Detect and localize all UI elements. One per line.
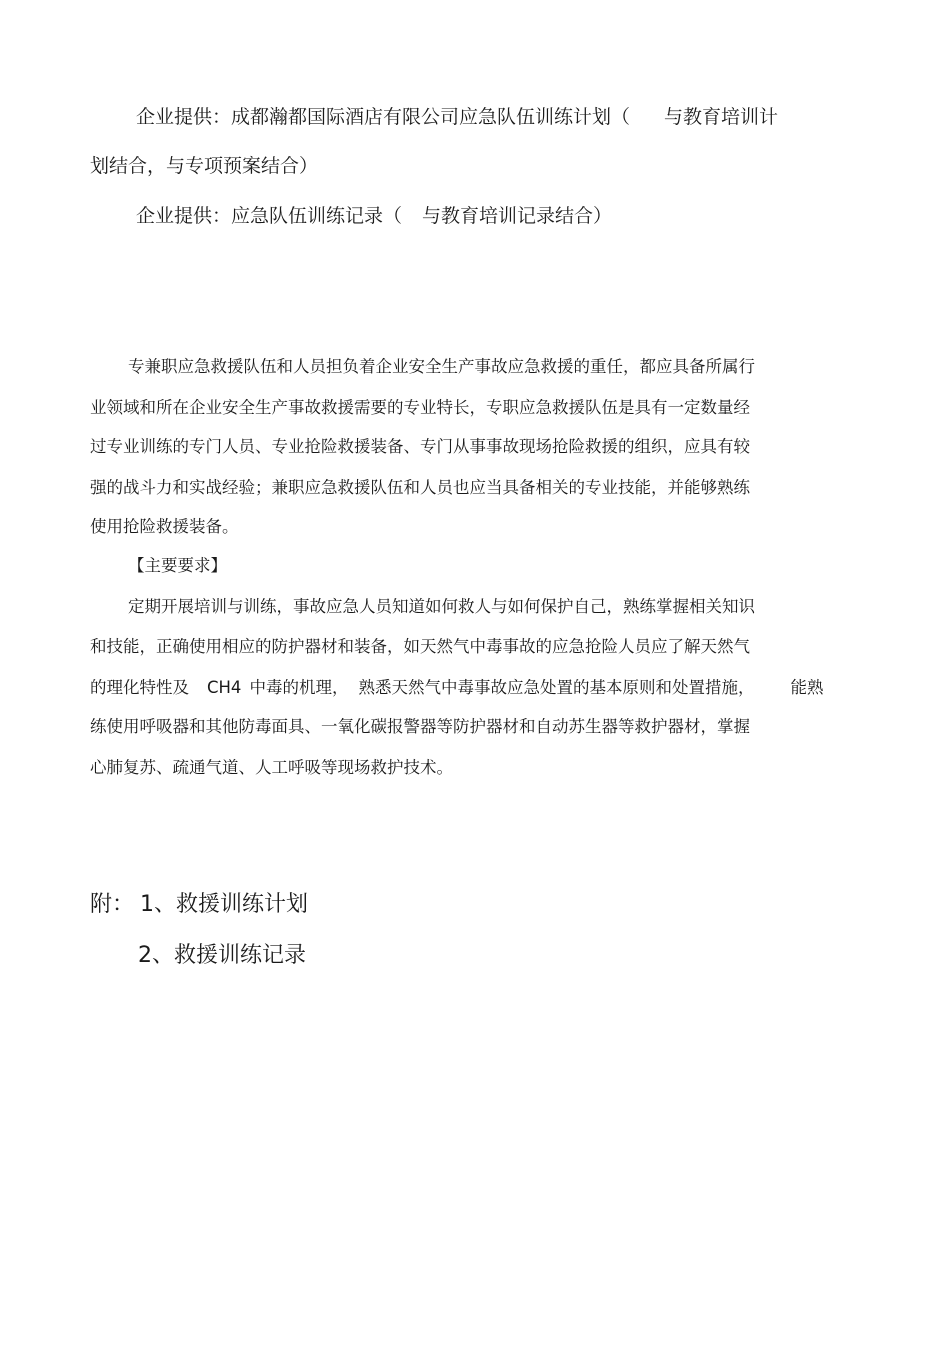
header-line-1-text-b: 与教育培训计: [664, 106, 779, 128]
header-line-2: 划结合，与专项预案结合）: [90, 155, 319, 177]
requirements-line-3-e: 能熟: [790, 678, 824, 697]
requirements-line-5: 心肺复苏、疏通气道、人工呼吸等现场救护技术。: [90, 758, 453, 777]
requirements-line-3: [90, 680, 823, 697]
requirements-line-4: 练使用呼吸器和其他防毒面具、一氧化碳报警器等防护器材和自动苏生器等救护器材，掌握: [90, 717, 750, 736]
header-line-3-text-a: 企业提供：应急队伍训练记录（: [136, 205, 403, 227]
attachment-item-1: 1、救援训练计划: [140, 892, 309, 917]
header-line-3-text-b: 与教育培训记录结合）: [422, 205, 613, 227]
header-line-3: [136, 207, 612, 226]
requirements-line-3-a: 的理化特性及: [90, 678, 189, 697]
requirements-line-3-b: CH4: [207, 678, 242, 697]
requirements-line-3-d: 熟悉天然气中毒事故应急处置的基本原则和处置措施，: [358, 678, 755, 697]
attachment-item-2: 2、救援训练记录: [138, 943, 306, 968]
intro-line-1: 专兼职应急救援队伍和人员担负着企业安全生产事故应急救援的重任，都应具备所属行: [128, 357, 755, 376]
intro-line-5: 使用抢险救援装备。: [90, 517, 239, 536]
header-line-1-text-a: 企业提供：成都瀚都国际酒店有限公司应急队伍训练计划（: [136, 106, 631, 128]
header-line-1: [136, 108, 778, 127]
requirements-line-1: 定期开展培训与训练，事故应急人员知道如何救人与如何保护自己，熟练掌握相关知识: [128, 597, 755, 616]
requirements-line-2: 和技能，正确使用相应的防护器材和装备，如天然气中毒事故的应急抢险人员应了解天然气: [90, 637, 750, 656]
requirements-line-3-c: 中毒的机理，: [249, 678, 349, 697]
attachment-line-1: [90, 894, 308, 916]
requirements-heading: 【主要要求】: [128, 556, 227, 575]
intro-line-4: 强的战斗力和实战经验；兼职应急救援队伍和人员也应当具备相关的专业技能，并能够熟练: [90, 478, 750, 497]
intro-line-2: 业领域和所在企业安全生产事故救援需要的专业特长，专职应急救援队伍是具有一定数量经: [90, 398, 750, 417]
attachment-prefix: 附：: [90, 892, 135, 917]
intro-line-3: 过专业训练的专门人员、专业抢险救援装备、专门从事事故现场抢险救援的组织，应具有较: [90, 437, 750, 456]
